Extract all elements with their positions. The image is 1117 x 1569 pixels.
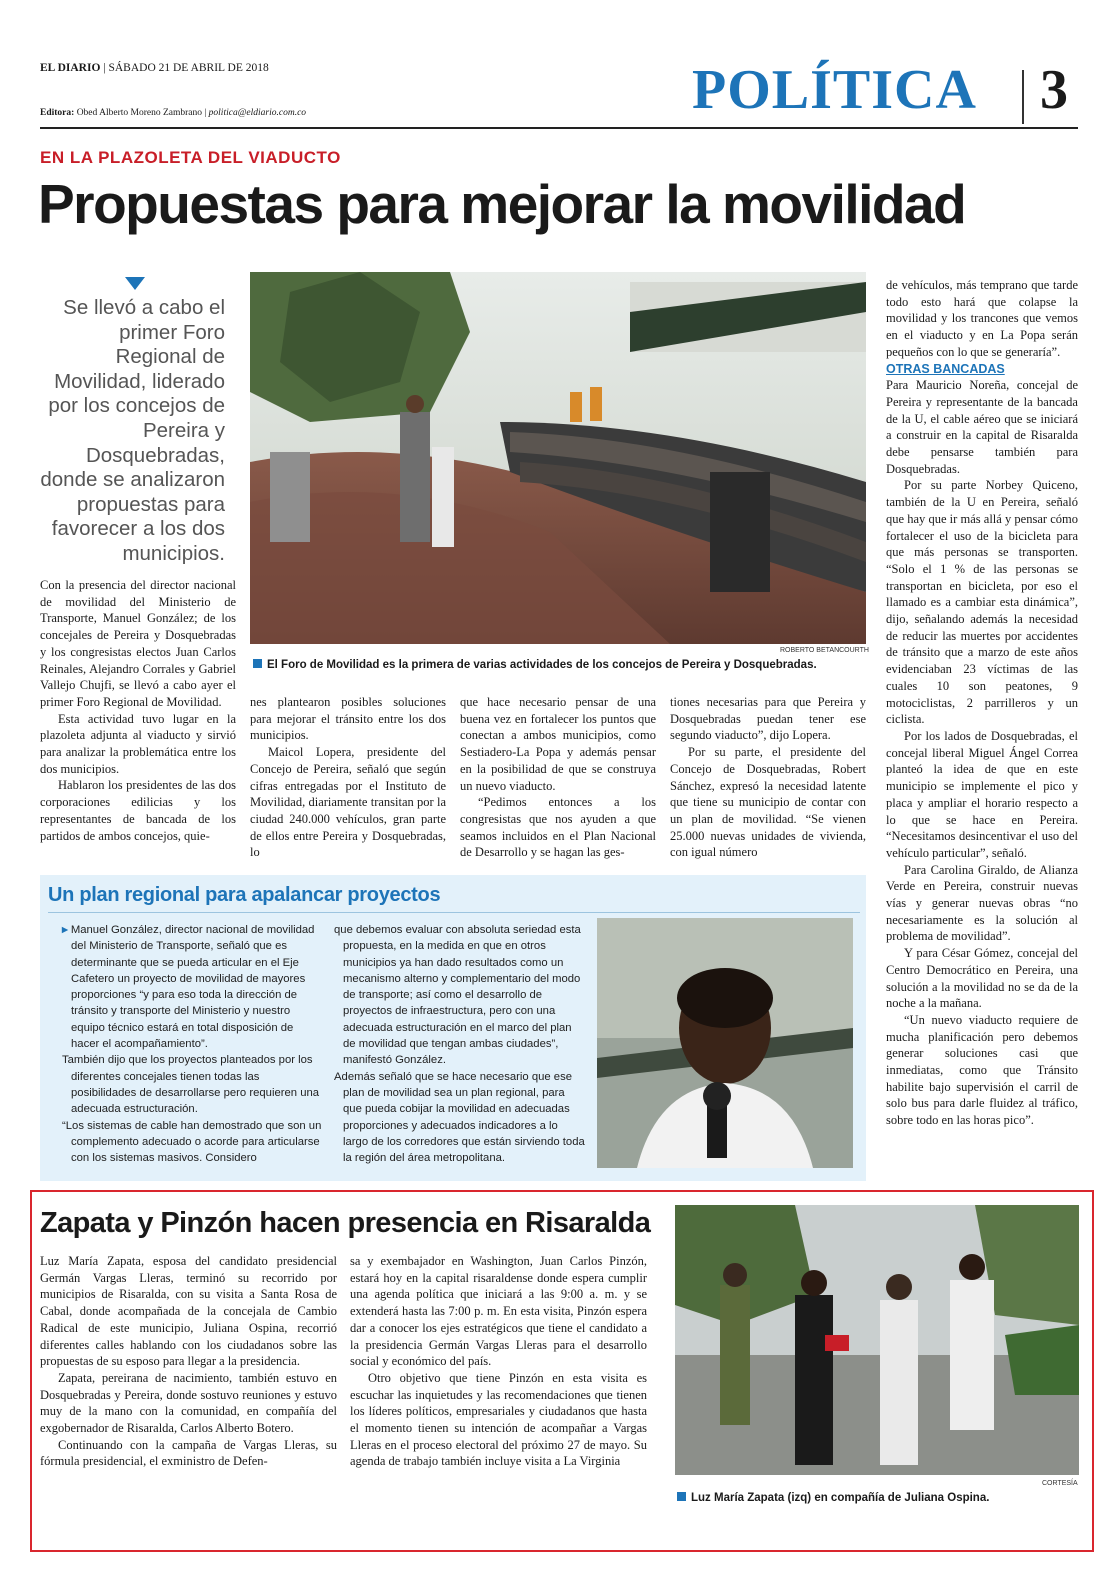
subhead: OTRAS BANCADAS <box>886 361 1005 376</box>
caption-square-icon <box>253 659 262 668</box>
paragraph: nes plantearon posibles soluciones para mejorar el tránsito entre los dos municipios. <box>250 695 446 743</box>
body-column-1 <box>40 577 236 844</box>
second-headline: Zapata y Pinzón hacen presencia en Risaralda <box>40 1207 651 1239</box>
body-column-4 <box>670 694 866 861</box>
header-rule <box>40 127 1078 129</box>
paragraph <box>62 922 324 1052</box>
paragraph: Por los lados de Dosquebradas, el concejal liberal Miguel Ángel Correa planteó la idea de que en este municipio se implemente el pico y placa y ampliar el horario respecto a lo que se hace en Pereira. “Necesitamos desincentivar el uso del vehículo particular”, señaló. <box>886 728 1078 860</box>
paragraph: Para Carolina Giraldo, de Alianza Verde en Pereira, construir nuevas vías y generar nuevas obras “no necesariamente es la solución al problema de movilidad”. <box>886 862 1078 944</box>
right-column <box>886 277 1078 1129</box>
page-number: 3 <box>1040 59 1068 121</box>
paragraph: Con la presencia del director nacional de movilidad del Ministerio de Transporte, Manuel González; de los concejales de Pereira y Dosquebradas y los congresistas electos Juan Carlos Reinales, Alejandro Corrales y Gabriel Vallejo Chujfi, se llevó a cabo ayer el primer Foro Regional de Movilidad. <box>40 578 236 709</box>
paragraph: Continuando con la campaña de Vargas Lleras, su fórmula presidencial, el exministro de Defen- <box>40 1437 337 1469</box>
paragraph: que debemos evaluar con absoluta seriedad esta propuesta, en la medida en que en otros municipios ya han dado resultados como un mecanismo alterno y complementario del modo de transporte; así como el desarrollo de proyectos de infraestructura, pero con una adecuada estructuración en el marco del plan de movilidad que tengan ambas ciudades”, manifestó González. <box>334 924 581 1067</box>
sidebar-rule <box>48 912 860 913</box>
portrait-illustration <box>597 918 853 1168</box>
section-separator <box>1022 70 1024 124</box>
kicker: EN LA PLAZOLETA DEL VIADUCTO <box>40 148 341 167</box>
paragraph: Por su parte Norbey Quiceno, también de la U en Pereira, señaló que hay que ir más allá y pensar cómo fortalecer el uso de la bicicleta para que más personas se transporten. “Solo el 1 % de las personas se transportan en bicicleta, por eso el llamado es a cambiar esta dinámica”, dijo, señalando además la necesidad de reducir las muertes por accidentes de tránsito que a marzo de este años evidenciaban 23 víctimas de las cuales 10 son peatones, 9 motociclistas, 2 parrilleros y un ciclista. <box>886 478 1078 727</box>
paragraph: Maicol Lopera, presidente del Concejo de Pereira, señaló que según cifras entregadas por el Instituto de Movilidad, diariamente transitan por la ciudad 240.000 vehículos, gran parte de ellos entre Pereira y Dosquebradas, lo <box>250 745 446 860</box>
sidebar-title: Un plan regional para apalancar proyectos <box>48 884 441 906</box>
headline: Propuestas para mejorar la movilidad <box>38 173 966 235</box>
paragraph: Luz María Zapata, esposa del candidato presidencial Germán Vargas Lleras, terminó su recorrido por municipios de Risaralda, con su visita a Santa Rosa de Cabal, donde acompañada de la concejala de Cambio Radical de este municipio, Juliana Ospina, recorrió diferentes calles hablando con los ciudadanos sobre las propuestas de su esposo para llegar a la presidencia. <box>40 1254 337 1369</box>
paragraph: Esta actividad tuvo lugar en la plazoleta adjunta al viaducto y sirvió para analizar la problemática entre los dos municipios. <box>40 711 236 776</box>
second-photo-credit: CORTESÍA <box>1042 1480 1078 1487</box>
photo-caption-text: El Foro de Movilidad es la primera de varias actividades de los concejos de Pereira y Dosquebradas. <box>267 659 817 671</box>
bullet-arrow-icon: ▸ <box>62 924 71 936</box>
campaign-photo <box>675 1205 1079 1475</box>
paragraph: “Pedimos entonces a los congresistas que nos ayuden a que seamos incluidos en el Plan Nacional de Desarrollo y se hagan las ges- <box>460 795 656 860</box>
caption-square-icon <box>677 1492 686 1501</box>
paragraph: de vehículos, más temprano que tarde todo esto hará que colapse la movilidad y los trancones que vemos en el viaducto y en La Popa serán pequeños con lo que se generaría”. <box>886 278 1078 359</box>
body-column-2 <box>250 694 446 861</box>
masthead-line: EL DIARIO | SÁBADO 21 DE ABRIL DE 2018 <box>40 62 269 74</box>
editor-email[interactable]: politica@eldiario.com.co <box>208 108 307 118</box>
paragraph: Para Mauricio Noreña, concejal de Pereira y representante de la bancada de la U, el cable aéreo que se iniciará a construir en la capital de Risaralda debe pensarse también para Dosquebradas. <box>886 378 1078 476</box>
section-title: POLÍTICA <box>692 59 977 121</box>
paragraph: Otro objetivo que tiene Pinzón en esta visita es escuchar las inquietudes y las recomendaciones que tienen los líderes políticos, empresariales y ciudadanos que hasta el momento tienen su intención de acompañar a Vargas Lleras en el proceso electoral del próximo 27 de mayo. Su agenda de trabajo también incluye visita a La Virginia <box>350 1370 647 1469</box>
paragraph: Por su parte, el presidente del Concejo de Dosquebradas, Robert Sánchez, expresó la necesidad latente que tiene su municipio de contar con un plan de movilidad. “Se vienen 25.000 nuevas unidades de vivienda, con igual número <box>670 745 866 860</box>
photo-caption <box>253 659 873 671</box>
triangle-marker-icon <box>125 277 145 290</box>
forum-photo <box>250 272 866 644</box>
paragraph: tiones necesarias para que Pereira y Dosquebradas puedan tener ese segundo viaducto”, dijo Lopera. <box>670 695 866 743</box>
editor-line: Editora: Obed Alberto Moreno Zambrano | politica@eldiario.com.co <box>40 108 307 118</box>
paragraph-text: Manuel González, director nacional de movilidad del Ministerio de Transporte, señaló que es determinante que se pueda articular en el Eje Cafetero un proyecto de movilidad de mayores proporciones “y para eso toda la dirección de tránsito y transporte del Ministerio y nuestro equipo técnico estará en total disposición de hacer el acompañamiento”. <box>70 924 315 1051</box>
paragraph: Y para César Gómez, concejal del Centro Democrático en Pereira, una solución a la movilidad no se da de la noche a la mañana. <box>886 946 1078 1011</box>
photo-credit: ROBERTO BETANCOURTH <box>780 647 869 654</box>
body-column-3 <box>460 694 656 861</box>
sidebar-column-1 <box>62 922 324 1166</box>
editor-label: Editora: <box>40 108 75 118</box>
paragraph: Hablaron los presidentes de las dos corporaciones edilicias y los representantes de bancada de los partidos de ambos concejos, quie- <box>40 778 236 843</box>
editor-name: Obed Alberto Moreno Zambrano <box>76 108 203 118</box>
portrait-photo <box>597 918 853 1168</box>
sidebar-column-2 <box>334 922 586 1166</box>
paragraph: “Los sistemas de cable han demostrado que son un complemento adecuado o acorde para articularse con los sistemas masivos. Considero <box>62 1119 322 1165</box>
second-column-1 <box>40 1253 337 1470</box>
paper-name: EL DIARIO <box>40 62 101 74</box>
forum-photo-illustration <box>250 272 866 644</box>
second-photo-caption-text: Luz María Zapata (izq) en compañía de Juliana Ospina. <box>691 1492 990 1504</box>
date: SÁBADO 21 DE ABRIL DE 2018 <box>108 62 269 74</box>
paragraph: Además señaló que se hace necesario que ese plan de movilidad sea un plan regional, para que pueda cobijar la movilidad en adecuadas proporciones y adecuados indicadores a lo largo de los corredores que están sirviendo toda la región del área metropolitana. <box>334 1070 585 1165</box>
paragraph: Zapata, pereirana de nacimiento, también estuvo en Dosquebradas y Pereira, donde sostuvo reuniones y estuvo muy de la mano con la comunidad, en compañía del exgobernador de Risaralda, Carlos Alberto Botero. <box>40 1370 337 1436</box>
paragraph: sa y exembajador en Washington, Juan Carlos Pinzón, estará hoy en la capital risaraldense donde espera cumplir una agenda política que iniciará a las 9:00 a. m. y se extenderá hasta las 7:00 p. m. En esta visita, Pinzón espera dar a conocer los ejes estratégicos que tiene el candidato a la presidencia Germán Vargas Lleras para el desarrollo social y económico del país. <box>350 1254 647 1369</box>
paragraph: que hace necesario pensar de una buena vez en fortalecer los puntos que conectan a ambos municipios, como Sestiadero-La Popa y además pensar en la posibilidad de que se construya un nuevo viaducto. <box>460 695 656 793</box>
paragraph: También dijo que los proyectos planteados por los diferentes concejales tienen todas las posibilidades de desarrollarse pero requieren una adecuada estructuración. <box>62 1054 320 1116</box>
paragraph: “Un nuevo viaducto requiere de mucha planificación pero debemos generar soluciones casi que inmediatas, como que Tránsito habilite bajo supervisión el carril de solo bus para darle fluidez al tráfico, sobre todo en las horas pico”. <box>886 1012 1078 1128</box>
lead-text: Se llevó a cabo el primer Foro Regional de Movilidad, liderado por los concejos de Pereira y Dosquebradas, donde se analizaron propuestas para favorecer a los dos municipios. <box>40 296 225 565</box>
second-photo-caption <box>677 1492 1081 1504</box>
second-column-2 <box>350 1253 647 1470</box>
campaign-photo-illustration <box>675 1205 1079 1475</box>
